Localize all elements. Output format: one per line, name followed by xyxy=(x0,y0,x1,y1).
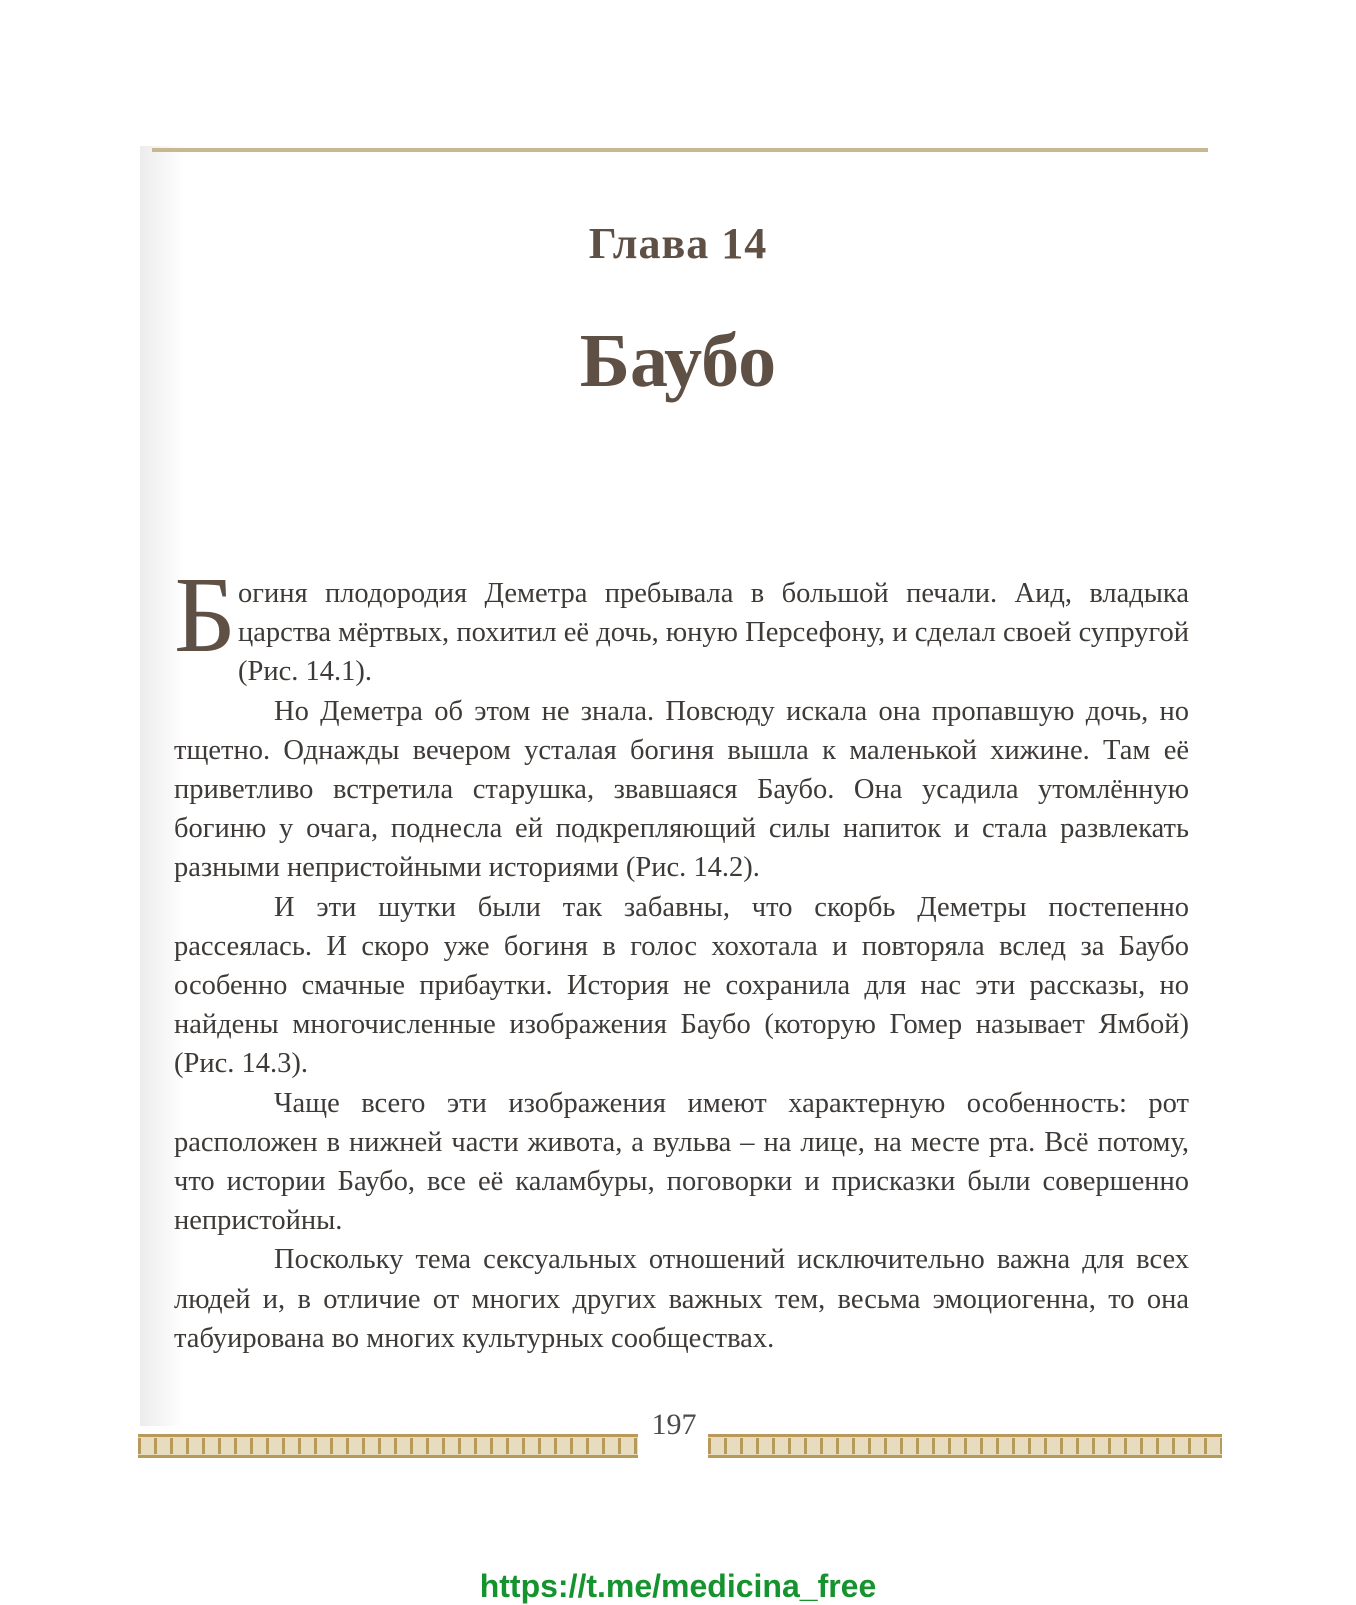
drop-cap: Б xyxy=(174,556,237,675)
meander-ornament-right xyxy=(708,1434,1222,1458)
top-divider xyxy=(152,148,1208,152)
meander-ornament-left xyxy=(138,1434,638,1458)
source-link[interactable]: https://t.me/medicina_free xyxy=(479,1568,877,1604)
paragraph-1-text: огиня плодородия Деметра пребывала в большой печали. Аид, владыка царства мёртвых, похитил её дочь, юную Персефону, и сделал своей супругой (Рис. 14.1). xyxy=(238,578,1189,688)
paragraph-4: Чаще всего эти изображения имеют характерную особенность: рот расположен в нижней части живота, а вульва – на лице, на месте рта. Всё потому, что истории Баубо, все её каламбуры, поговорки и присказки были совершенно непристойны. xyxy=(174,1087,1189,1237)
page-number: 197 xyxy=(651,1408,697,1441)
paragraph-1 xyxy=(174,556,1189,692)
chapter-body xyxy=(174,556,1189,1358)
paragraph-2: Но Деметра об этом не знала. Повсюду искала она пропавшую дочь, но тщетно. Однажды вечером усталая богиня вышла к маленькой хижине. Там её приветливо встретила старушка, звавшаяся Баубо. Она усадила утомлённую богиню у очага, поднесла ей подкрепляющий силы напиток и стала развлекать разными непристойными историями (Рис. 14.2). xyxy=(174,695,1189,884)
paragraph-5: Поскольку тема сексуальных отношений исключительно важна для всех людей и, в отличие от многих других важных тем, весьма эмоциогенна, то она табуирована во многих культурных сообществах. xyxy=(174,1244,1189,1354)
paragraph-3: И эти шутки были так забавны, что скорбь Деметры постепенно рассеялась. И скоро уже богиня в голос хохотала и повторяла вслед за Баубо особенно смачные прибаутки. История не сохранила для нас эти рассказы, но найдены многочисленные изображения Баубо (которую Гомер называет Ямбой) (Рис. 14.3). xyxy=(174,891,1189,1080)
chapter-label: Глава 14 xyxy=(588,219,768,268)
chapter-title: Баубо xyxy=(579,319,777,403)
